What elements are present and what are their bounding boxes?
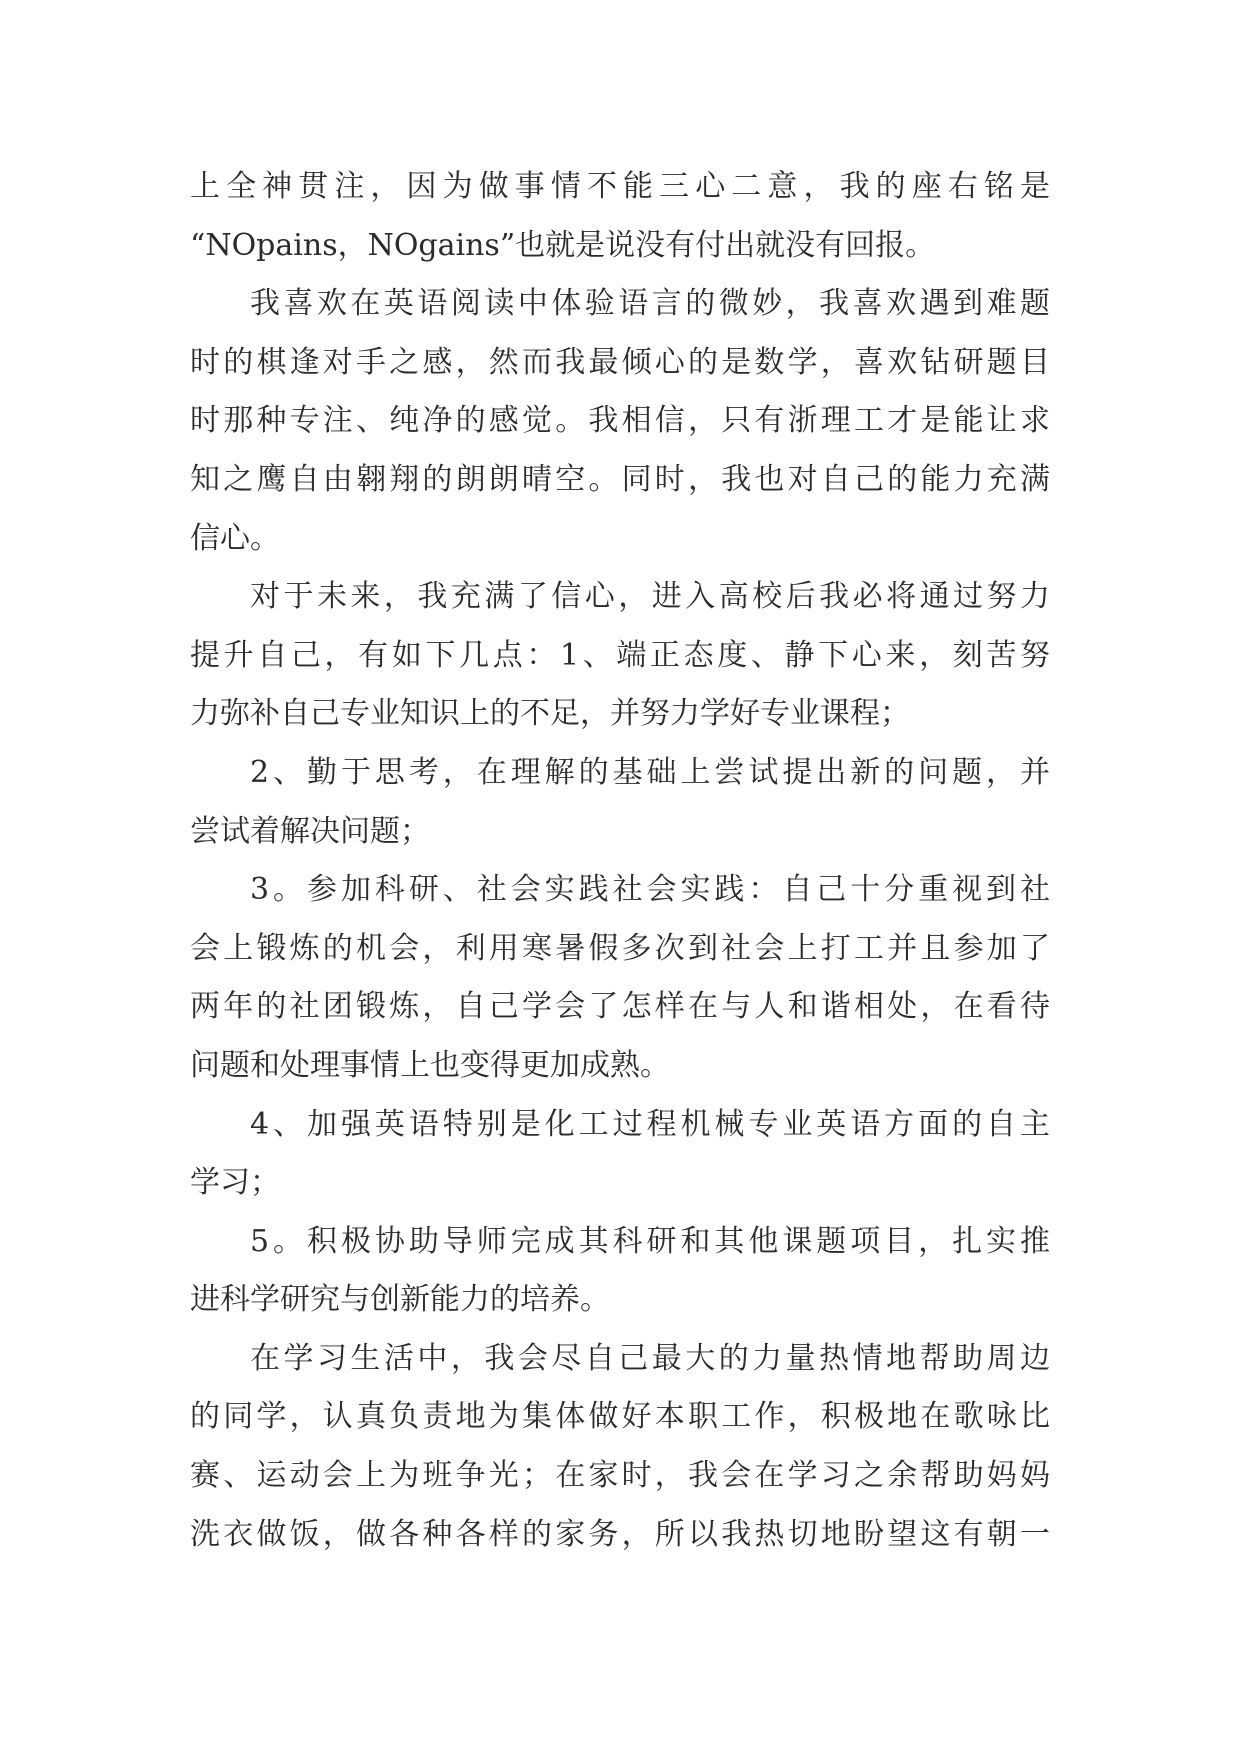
text-line: 赛、运动会上为班争光；在家时，我会在学习之余帮助妈妈 <box>190 1458 1050 1494</box>
text-line: 力弥补自己专业知识上的不足，并努力学好专业课程； <box>190 696 910 732</box>
text-line: 进科学研究与创新能力的培养。 <box>190 1282 610 1318</box>
text-line: 的同学，认真负责地为集体做好本职工作，积极地在歌咏比 <box>190 1399 1050 1435</box>
text-line: 对于未来，我充满了信心，进入高校后我必将通过努力 <box>250 579 1050 615</box>
text-line: 4、加强英语特别是化工过程机械专业英语方面的自主 <box>250 1106 1050 1142</box>
text-line: 会上锻炼的机会，利用寒暑假多次到社会上打工并且参加了 <box>190 930 1050 966</box>
text-line: 我喜欢在英语阅读中体验语言的微妙，我喜欢遇到难题 <box>250 286 1050 322</box>
text-line: 在学习生活中，我会尽自己最大的力量热情地帮助周边 <box>250 1340 1050 1376</box>
text-line: 上全神贯注，因为做事情不能三心二意，我的座右铭是 <box>190 169 1050 204</box>
text-line: 时那种专注、纯净的感觉。我相信，只有浙理工才是能让求 <box>190 403 1050 439</box>
text-line: 问题和处理事情上也变得更加成熟。 <box>190 1047 670 1083</box>
text-line: 2、勤于思考，在理解的基础上尝试提出新的问题，并 <box>250 754 1050 790</box>
document-body <box>190 158 1050 1564</box>
text-line: “NOpains，NOgains”也就是说没有付出就没有回报。 <box>190 227 936 263</box>
text-line: 学习； <box>190 1165 280 1201</box>
text-line: 5。积极协助导师完成其科研和其他课题项目，扎实推 <box>250 1223 1050 1259</box>
text-line: 洗衣做饭，做各种各样的家务，所以我热切地盼望这有朝一 <box>190 1516 1050 1552</box>
text-line: 提升自己，有如下几点：1、端正态度、静下心来，刻苦努 <box>190 637 1050 673</box>
text-line: 两年的社团锻炼，自己学会了怎样在与人和谐相处，在看待 <box>190 989 1050 1025</box>
text-line: 知之鹰自由翱翔的朗朗晴空。同时，我也对自己的能力充满 <box>190 461 1050 497</box>
text-line: 信心。 <box>190 520 280 556</box>
text-line: 尝试着解决问题； <box>190 813 430 849</box>
text-line: 3。参加科研、社会实践社会实践：自己十分重视到社 <box>250 872 1050 908</box>
text-line: 时的棋逢对手之感，然而我最倾心的是数学，喜欢钻研题目 <box>190 344 1050 380</box>
